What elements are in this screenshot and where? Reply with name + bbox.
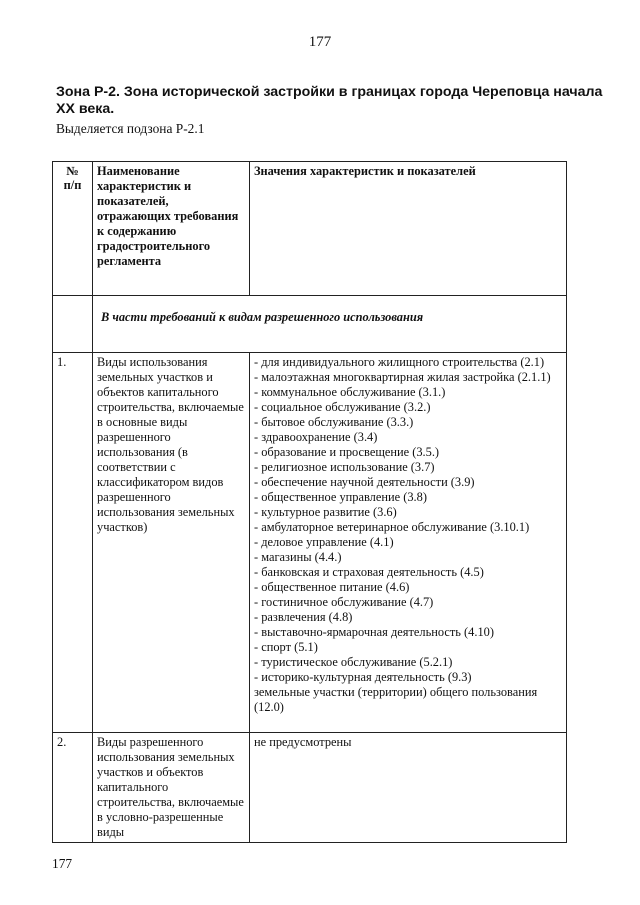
section-num-cell: [53, 296, 93, 353]
row-name: Виды разрешенного использования земельных участков и объектов капитального строительства, включаемые в условно-разрешенные виды: [97, 735, 244, 839]
table-row: [53, 353, 567, 733]
usage-list-item: - малоэтажная многоквартирная жилая застройка (2.1.1): [254, 370, 551, 384]
usage-list-item: - коммунальное обслуживание (3.1.): [254, 385, 446, 399]
usage-list-item: - здравоохранение (3.4): [254, 430, 378, 444]
usage-list-item: - обеспечение научной деятельности (3.9): [254, 475, 475, 489]
usage-list-item: - спорт (5.1): [254, 640, 318, 654]
header-num-line1: №: [66, 164, 79, 178]
usage-list-item: - развлечения (4.8): [254, 610, 353, 624]
header-name-cell: [93, 162, 250, 296]
header-values-cell: [250, 162, 567, 296]
usage-list-item: - религиозное использование (3.7): [254, 460, 435, 474]
usage-list-item: - историко-культурная деятельность (9.3): [254, 670, 472, 684]
page-number-top: 177: [308, 34, 332, 50]
usage-list-item: - магазины (4.4.): [254, 550, 342, 564]
section-title-cell: [93, 296, 567, 353]
usage-list-item: - для индивидуального жилищного строительства (2.1): [254, 355, 545, 369]
usage-list-item: - гостиничное обслуживание (4.7): [254, 595, 434, 609]
header-num-line2: п/п: [63, 178, 82, 192]
row-name-cell: [93, 353, 250, 733]
usage-list-item: - культурное развитие (3.6): [254, 505, 397, 519]
row-num: 2.: [57, 735, 67, 749]
header-values: Значения характеристик и показателей: [254, 164, 476, 178]
usage-list-item: - социальное обслуживание (3.2.): [254, 400, 431, 414]
usage-list: [254, 355, 562, 715]
row-num-cell: [53, 353, 93, 733]
row-name-cell: [93, 733, 250, 843]
usage-list-item: - общественное управление (3.8): [254, 490, 427, 504]
section-row: [53, 296, 567, 353]
row-value: не предусмотрены: [254, 735, 352, 749]
zone-title: Зона Р-2. Зона исторической застройки в границах города Череповца начала XX века.: [56, 84, 603, 117]
header-num-cell: [53, 162, 93, 296]
regulation-table: [52, 161, 567, 843]
usage-list-item: - выставочно-ярмарочная деятельность (4.10): [254, 625, 494, 639]
row-num-cell: [53, 733, 93, 843]
usage-list-item: - бытовое обслуживание (3.3.): [254, 415, 414, 429]
row-values-cell: [250, 733, 567, 843]
usage-list-item: - банковская и страховая деятельность (4.5): [254, 565, 484, 579]
usage-list-item: - амбулаторное ветеринарное обслуживание (3.10.1): [254, 520, 530, 534]
row-num: 1.: [57, 355, 67, 369]
usage-list-item: земельные участки (территории) общего пользования (12.0): [254, 685, 538, 714]
table-row: [53, 733, 567, 843]
row-values-cell: [250, 353, 567, 733]
usage-list-item: - деловое управление (4.1): [254, 535, 394, 549]
usage-list-item: - образование и просвещение (3.5.): [254, 445, 440, 459]
section-title: В части требований к видам разрешенного использования: [101, 310, 424, 324]
usage-list-item: - туристическое обслуживание (5.2.1): [254, 655, 453, 669]
subzone-text: Выделяется подзона Р-2.1: [56, 121, 205, 136]
row-name: Виды использования земельных участков и объектов капитального строительства, включаемые в основные виды разрешенного использования (в соответствии с классификатором видов разрешенного использования земельных участков): [97, 355, 244, 534]
table-header-row: [53, 162, 567, 296]
usage-list-item: - общественное питание (4.6): [254, 580, 410, 594]
header-name: Наименование характеристик и показателей, отражающих требования к содержанию градостроительного регламента: [97, 164, 239, 268]
page-number-bottom: 177: [52, 856, 73, 871]
